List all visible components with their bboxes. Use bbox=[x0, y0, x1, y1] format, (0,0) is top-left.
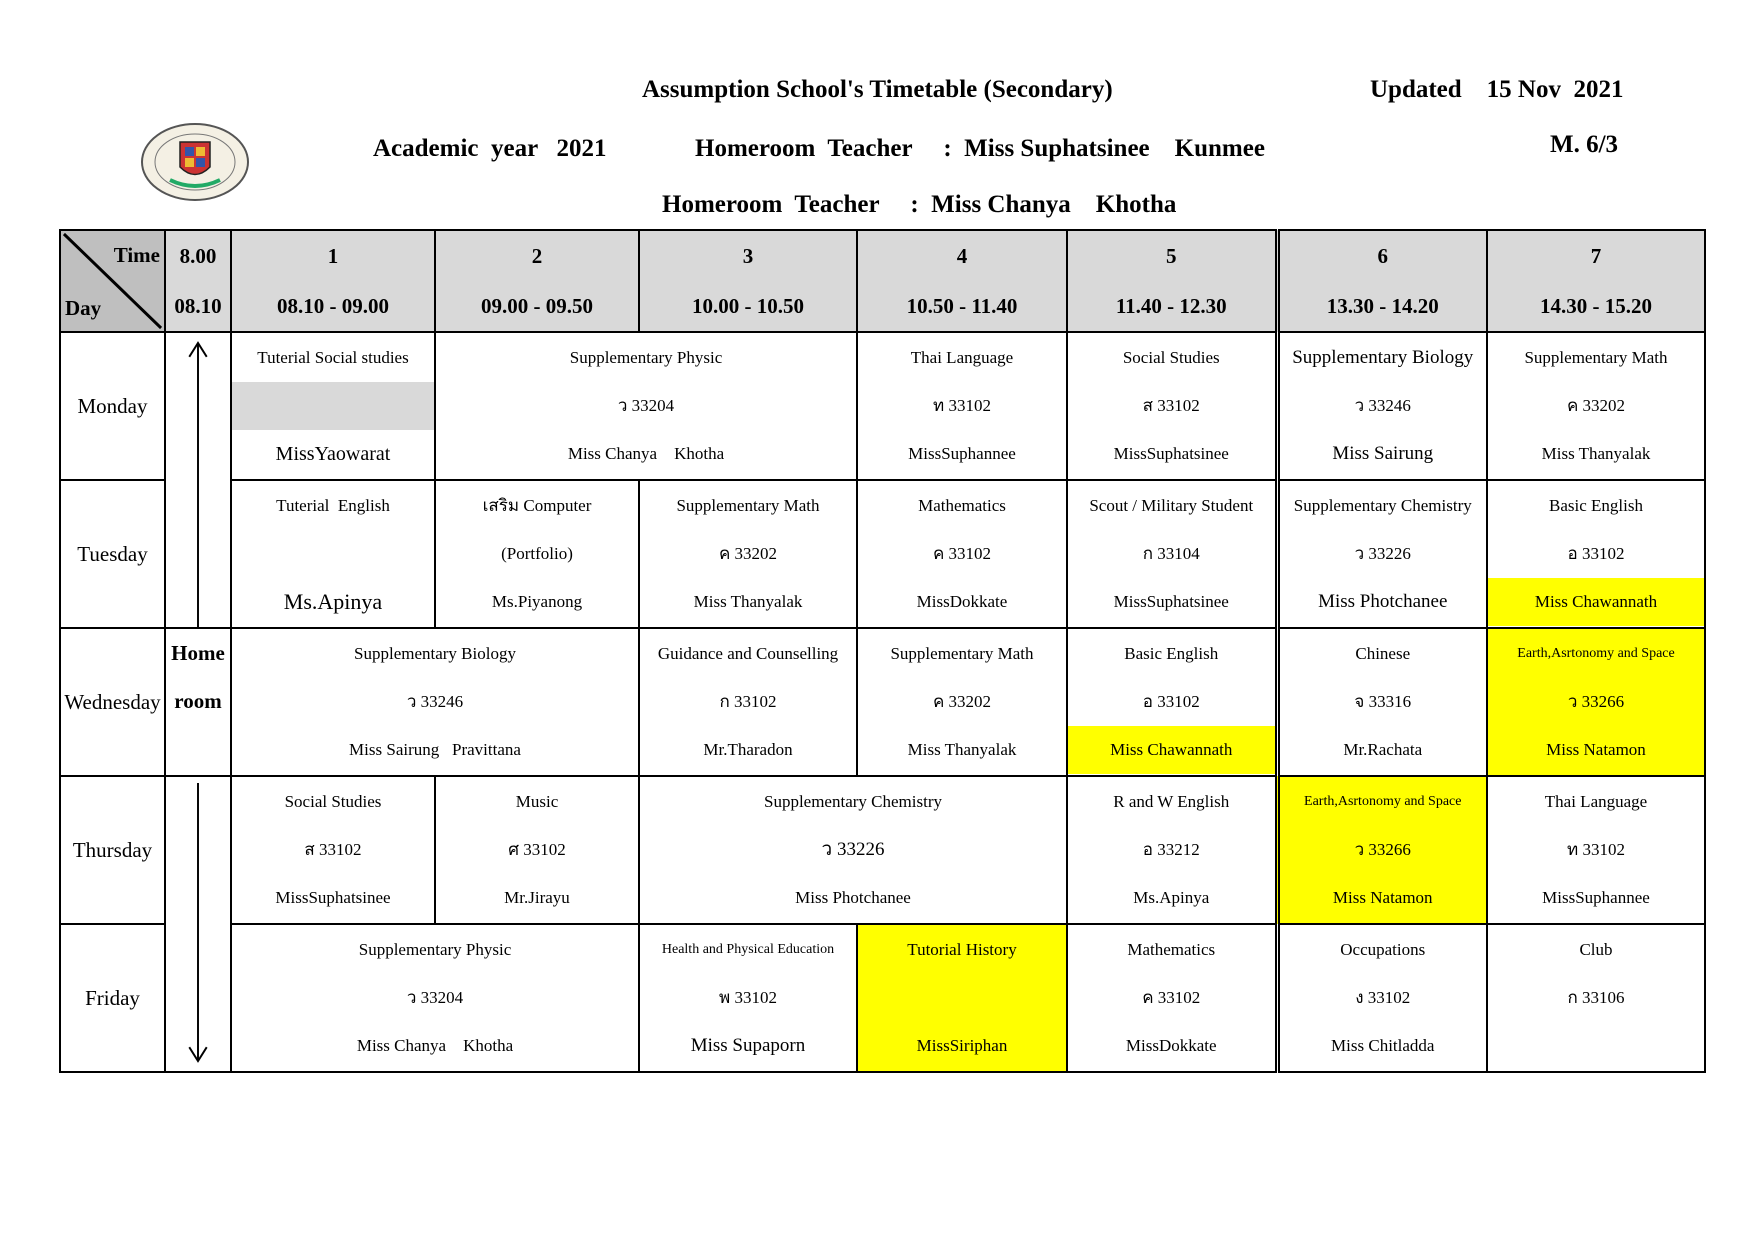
class-cell: Supplementary Physic ว 33204 Miss Chanya Khotha bbox=[435, 332, 857, 480]
class-cell: Scout / Military Student ก 33104 MissSuphatsinee bbox=[1067, 480, 1277, 628]
time-label: Time bbox=[113, 243, 160, 267]
day-friday: Friday bbox=[60, 924, 165, 1072]
class-cell: เสริม Computer (Portfolio) Ms.Piyanong bbox=[435, 480, 639, 628]
class-cell: Tutorial History MissSiriphan bbox=[857, 924, 1067, 1072]
class-cell: Supplementary Math ค 33202 Miss Thanyalak bbox=[1487, 332, 1705, 480]
class-cell: Basic English อ 33102 Miss Chawannath bbox=[1487, 480, 1705, 628]
period-7-header: 7 14.30 - 15.20 bbox=[1487, 230, 1705, 332]
school-logo bbox=[140, 122, 250, 202]
class-cell: Basic English อ 33102 Miss Chawannath bbox=[1067, 628, 1277, 776]
class-cell: Supplementary Math ค 33202 Miss Thanyalak bbox=[857, 628, 1067, 776]
class-cell: Club ก 33106 bbox=[1487, 924, 1705, 1072]
class-cell: Supplementary Physic ว 33204 Miss Chanya Khotha bbox=[231, 924, 639, 1072]
period-5-header: 5 11.40 - 12.30 bbox=[1067, 230, 1277, 332]
class-cell: Mathematics ค 33102 MissDokkate bbox=[1067, 924, 1277, 1072]
class-cell: Music ศ 33102 Mr.Jirayu bbox=[435, 776, 639, 924]
period-6-header: 6 13.30 - 14.20 bbox=[1277, 230, 1487, 332]
class-cell: Chinese จ 33316 Mr.Rachata bbox=[1277, 628, 1487, 776]
class-cell: Occupations ง 33102 Miss Chitladda bbox=[1277, 924, 1487, 1072]
period-1-header: 1 08.10 - 09.00 bbox=[231, 230, 435, 332]
class-cell: Mathematics ค 33102 MissDokkate bbox=[857, 480, 1067, 628]
day-wednesday: Wednesday bbox=[60, 628, 165, 776]
class-cell: Guidance and Counselling ก 33102 Mr.Tharadon bbox=[639, 628, 857, 776]
page-title: Assumption School's Timetable (Secondary) bbox=[642, 76, 1113, 103]
homeroom-teacher-1: Homeroom Teacher : Miss Suphatsinee Kunmee bbox=[695, 135, 1265, 162]
day-thursday: Thursday bbox=[60, 776, 165, 924]
class-label: M. 6/3 bbox=[1550, 131, 1619, 158]
period-4-header: 4 10.50 - 11.40 bbox=[857, 230, 1067, 332]
class-cell: Supplementary Biology ว 33246 Miss Sairung bbox=[1277, 332, 1487, 480]
homeroom-cell: Home room bbox=[165, 628, 231, 776]
timetable bbox=[59, 229, 1706, 1073]
arrow-down-icon bbox=[165, 776, 231, 1072]
class-cell: Supplementary Chemistry ว 33226 Miss Photchanee bbox=[1277, 480, 1487, 628]
day-tuesday: Tuesday bbox=[60, 480, 165, 628]
class-cell: Supplementary Math ค 33202 Miss Thanyalak bbox=[639, 480, 857, 628]
class-cell: Supplementary Biology ว 33246 Miss Sairung Pravittana bbox=[231, 628, 639, 776]
class-cell: Social Studies ส 33102 MissSuphatsinee bbox=[231, 776, 435, 924]
homeroom-teacher-2: Homeroom Teacher : Miss Chanya Khotha bbox=[662, 191, 1177, 218]
class-cell: Tuterial English Ms.Apinya bbox=[231, 480, 435, 628]
class-cell: R and W English อ 33212 Ms.Apinya bbox=[1067, 776, 1277, 924]
class-cell: Thai Language ท 33102 MissSuphannee bbox=[1487, 776, 1705, 924]
arrow-up-icon bbox=[165, 332, 231, 628]
class-cell: Earth,Asrtonomy and Space ว 33266 Miss Natamon bbox=[1277, 776, 1487, 924]
day-label: Day bbox=[65, 296, 102, 320]
period-3-header: 3 10.00 - 10.50 bbox=[639, 230, 857, 332]
class-cell: Tuterial Social studies MissYaowarat bbox=[231, 332, 435, 480]
academic-year: Academic year 2021 bbox=[373, 135, 607, 162]
period-2-header: 2 09.00 - 09.50 bbox=[435, 230, 639, 332]
class-cell: Thai Language ท 33102 MissSuphannee bbox=[857, 332, 1067, 480]
class-cell: Supplementary Chemistry ว 33226 Miss Photchanee bbox=[639, 776, 1067, 924]
time-day-corner bbox=[60, 230, 165, 332]
day-monday: Monday bbox=[60, 332, 165, 480]
class-cell: Earth,Asrtonomy and Space ว 33266 Miss Natamon bbox=[1487, 628, 1705, 776]
updated-date: Updated 15 Nov 2021 bbox=[1370, 76, 1624, 103]
class-cell: Social Studies ส 33102 MissSuphatsinee bbox=[1067, 332, 1277, 480]
period-0-header: 8.00 08.10 bbox=[165, 230, 231, 332]
class-cell: Health and Physical Education พ 33102 Miss Supaporn bbox=[639, 924, 857, 1072]
